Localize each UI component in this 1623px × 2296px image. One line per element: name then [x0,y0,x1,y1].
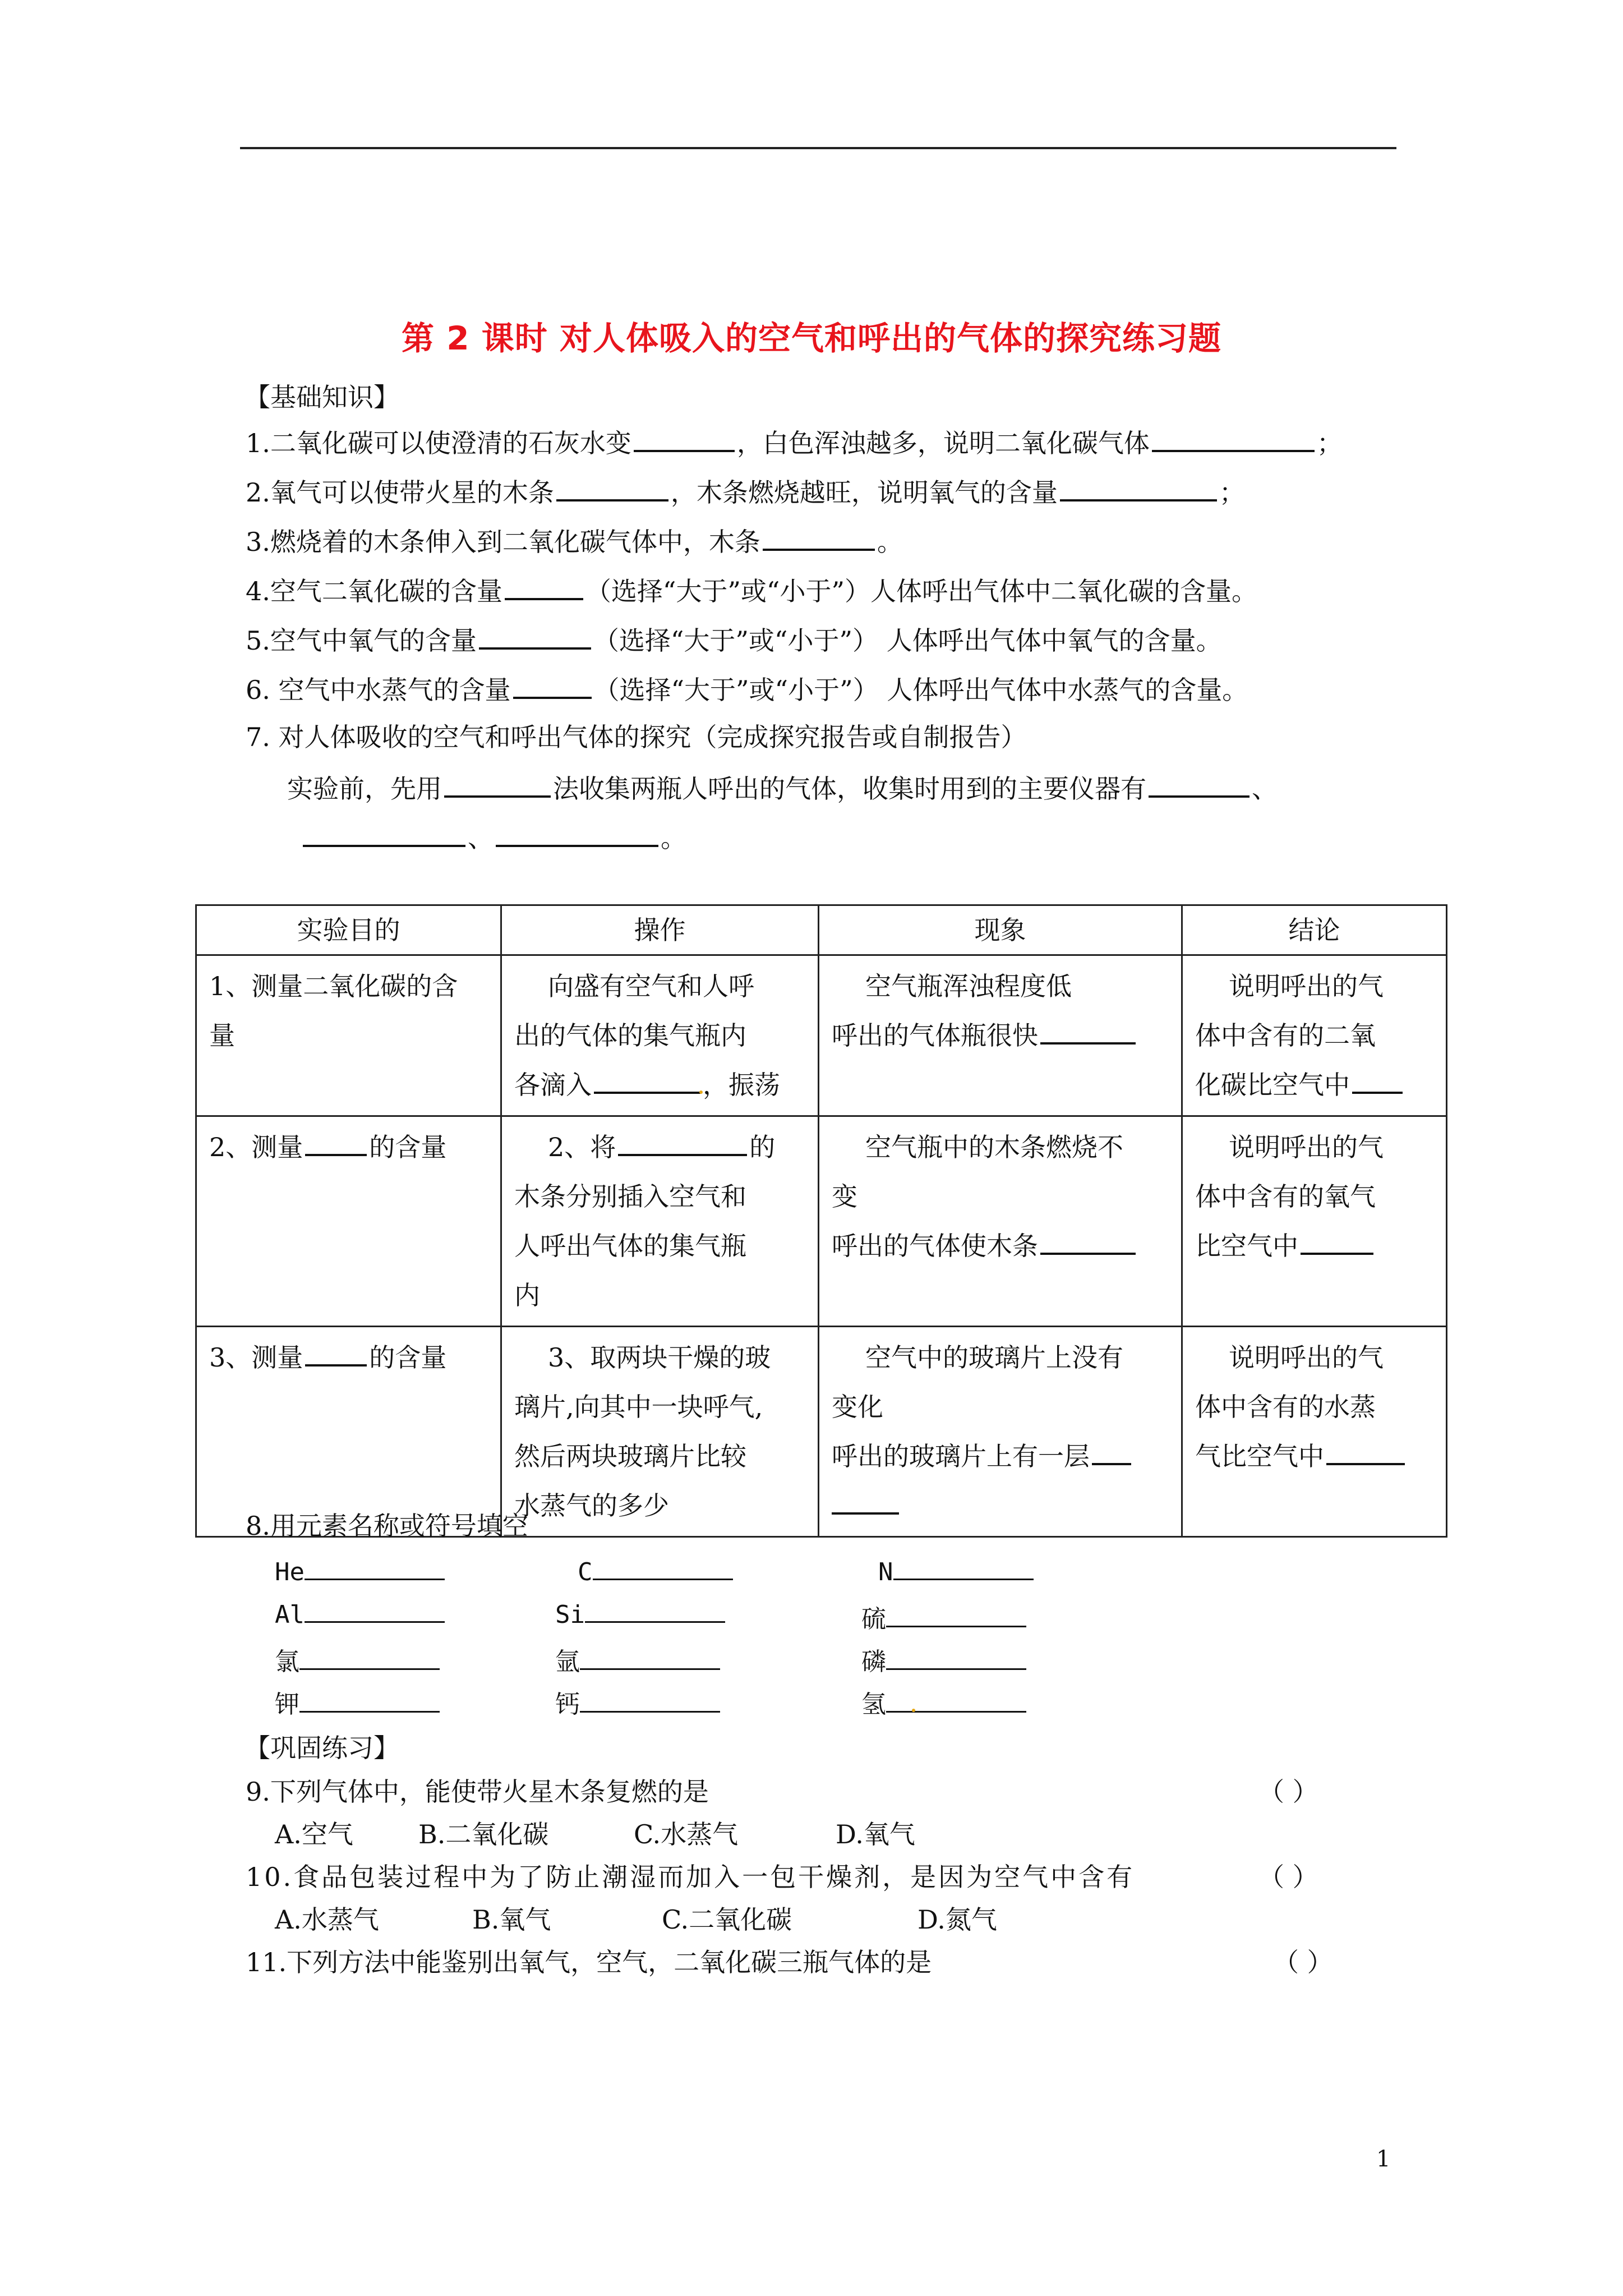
answer-blank[interactable] [593,1556,733,1580]
element-item: Si [555,1599,725,1629]
element-item: N [878,1556,1034,1586]
answer-blank[interactable] [444,770,551,798]
option-b[interactable]: B.二氧化碳 [418,1819,549,1849]
answer-blank[interactable] [594,1066,700,1094]
answer-blank[interactable] [1352,1066,1403,1094]
question-10: 10.食品包装过程中为了防止潮湿而加入一包干燥剂，是因为空气中含有 [246,1862,1135,1892]
answer-blank[interactable] [303,819,465,847]
answer-blank[interactable] [580,1688,720,1713]
table-row [196,1116,1447,1327]
phenomenon-cell: 空气瓶浑浊程度低 呼出的气体瓶很快 [819,955,1182,1116]
answer-blank[interactable] [585,1599,725,1623]
operation-cell: 2、将 的 木条分别插入空气和 人呼出气体的集气瓶 内 [501,1116,819,1327]
element-item: 氯 [275,1641,440,1677]
question-6: 6. 空气中水蒸气的含量 （选择“大于”或“小于”） 人体呼出气体中水蒸气的含量。 [246,671,1248,707]
option-b[interactable]: B.氧气 [472,1904,551,1935]
purpose-cell: 1、测量二氧化碳的含 量 [196,955,501,1116]
question-11: 11.下列方法中能鉴别出氧气，空气，二氧化碳三瓶气体的是 [246,1947,932,1977]
answer-blank[interactable] [893,1556,1034,1580]
element-item: 氩 [555,1641,720,1677]
header-phenomenon: 现象 [819,905,1182,955]
question-3: 3.燃烧着的木条伸入到二氧化碳气体中，木条 。 [246,523,903,559]
answer-blank[interactable] [763,523,875,551]
answer-blank[interactable] [479,622,591,650]
table-header-row [196,905,1447,955]
element-item: 氢 [861,1684,1026,1720]
element-item: C [578,1556,733,1586]
conclusion-cell: 说明呼出的气 体中含有的二氧 化碳比空气中 [1182,955,1447,1116]
section-basic-heading: 【基础知识】 [245,382,399,412]
answer-blank[interactable] [305,1556,445,1580]
answer-blank[interactable] [1149,770,1249,798]
answer-blank[interactable] [1301,1227,1373,1255]
question-8: 8.用元素名称或符号填空 [246,1511,528,1541]
element-item: 硫 [861,1599,1026,1635]
answer-blank[interactable] [513,671,592,699]
table-row [196,1327,1447,1537]
answer-blank[interactable] [1152,424,1315,452]
element-item: He [275,1556,445,1586]
answer-blank[interactable] [299,1646,440,1670]
header-rule [240,147,1396,149]
dot-mark [912,1709,915,1712]
answer-paren[interactable]: （ ） [1258,1777,1318,1807]
table-row [196,955,1447,1116]
purpose-cell: 3、测量 的含量 [196,1327,501,1537]
header-purpose: 实验目的 [196,905,501,955]
answer-blank[interactable] [305,1338,367,1366]
answer-blank[interactable] [886,1688,1026,1713]
conclusion-cell: 说明呼出的气 体中含有的水蒸 气比空气中 [1182,1327,1447,1537]
phenomenon-cell: 空气瓶中的木条燃烧不 变 呼出的气体使木条 [819,1116,1182,1327]
answer-blank[interactable] [1060,473,1217,501]
answer-blank[interactable] [556,473,668,501]
question-7: 7. 对人体吸收的空气和呼出气体的探究（完成探究报告或自制报告） [246,722,1027,752]
answer-blank[interactable] [580,1646,720,1670]
answer-blank[interactable] [305,1128,367,1156]
page-number: 1 [1376,2146,1391,2172]
answer-paren[interactable]: （ ） [1258,1862,1318,1892]
option-c[interactable]: C.水蒸气 [634,1819,739,1849]
answer-blank[interactable] [496,819,658,847]
conclusion-cell: 说明呼出的气 体中含有的氧气 比空气中 [1182,1116,1447,1327]
answer-blank[interactable] [299,1688,440,1713]
question-7-line-1: 实验前，先用 法收集两瓶人呼出的气体，收集时用到的主要仪器有 、 [287,770,1278,806]
answer-blank[interactable] [618,1128,747,1156]
question-7-line-2: 、 。 [301,819,686,855]
answer-blank[interactable] [634,424,735,452]
answer-paren[interactable]: （ ） [1273,1947,1333,1977]
answer-blank[interactable] [505,572,583,600]
answer-blank[interactable] [1092,1437,1131,1465]
element-item: Al [275,1599,445,1629]
answer-blank[interactable] [1040,1227,1136,1255]
answer-blank[interactable] [832,1487,899,1515]
answer-blank[interactable] [886,1603,1026,1627]
header-operation: 操作 [501,905,819,955]
header-conclusion: 结论 [1182,905,1447,955]
answer-blank[interactable] [1040,1016,1136,1045]
option-a[interactable]: A.水蒸气 [275,1904,379,1935]
question-4: 4.空气二氧化碳的含量 （选择“大于”或“小于”）人体呼出气体中二氧化碳的含量。 [246,572,1257,608]
question-9: 9.下列气体中，能使带火星木条复燃的是 [246,1777,709,1807]
operation-cell: 向盛有空气和人呼 出的气体的集气瓶内 各滴入 ，振荡 [501,955,819,1116]
element-item: 钙 [555,1684,720,1720]
question-1: 1.二氧化碳可以使澄清的石灰水变 ，白色浑浊越多，说明二氧化碳气体 ； [246,424,1343,460]
answer-blank[interactable] [886,1646,1026,1670]
page-title: 第 2 课时 对人体吸入的空气和呼出的气体的探究练习题 [402,319,1221,357]
element-item: 磷 [861,1641,1026,1677]
answer-blank[interactable] [305,1599,445,1623]
option-d[interactable]: D.氮气 [917,1904,997,1935]
operation-cell: 3、取两块干燥的玻 璃片,向其中一块呼气, 然后两块玻璃片比较 水蒸气的多少 [501,1327,819,1537]
option-c[interactable]: C.二氧化碳 [662,1904,792,1935]
option-a[interactable]: A.空气 [275,1819,353,1849]
question-5: 5.空气中氧气的含量 （选择“大于”或“小于”） 人体呼出气体中氧气的含量。 [246,622,1222,657]
option-d[interactable]: D.氧气 [836,1819,915,1849]
question-2: 2.氧气可以使带火星的木条 ，木条燃烧越旺，说明氧气的含量 ； [246,473,1245,509]
answer-blank[interactable] [1326,1437,1405,1465]
section-practice-heading: 【巩固练习】 [245,1733,399,1763]
purpose-cell: 2、测量 的含量 [196,1116,501,1327]
element-item: 钾 [275,1684,440,1720]
experiment-table [195,904,1447,1538]
phenomenon-cell: 空气中的玻璃片上没有 变化 呼出的玻璃片上有一层 [819,1327,1182,1537]
